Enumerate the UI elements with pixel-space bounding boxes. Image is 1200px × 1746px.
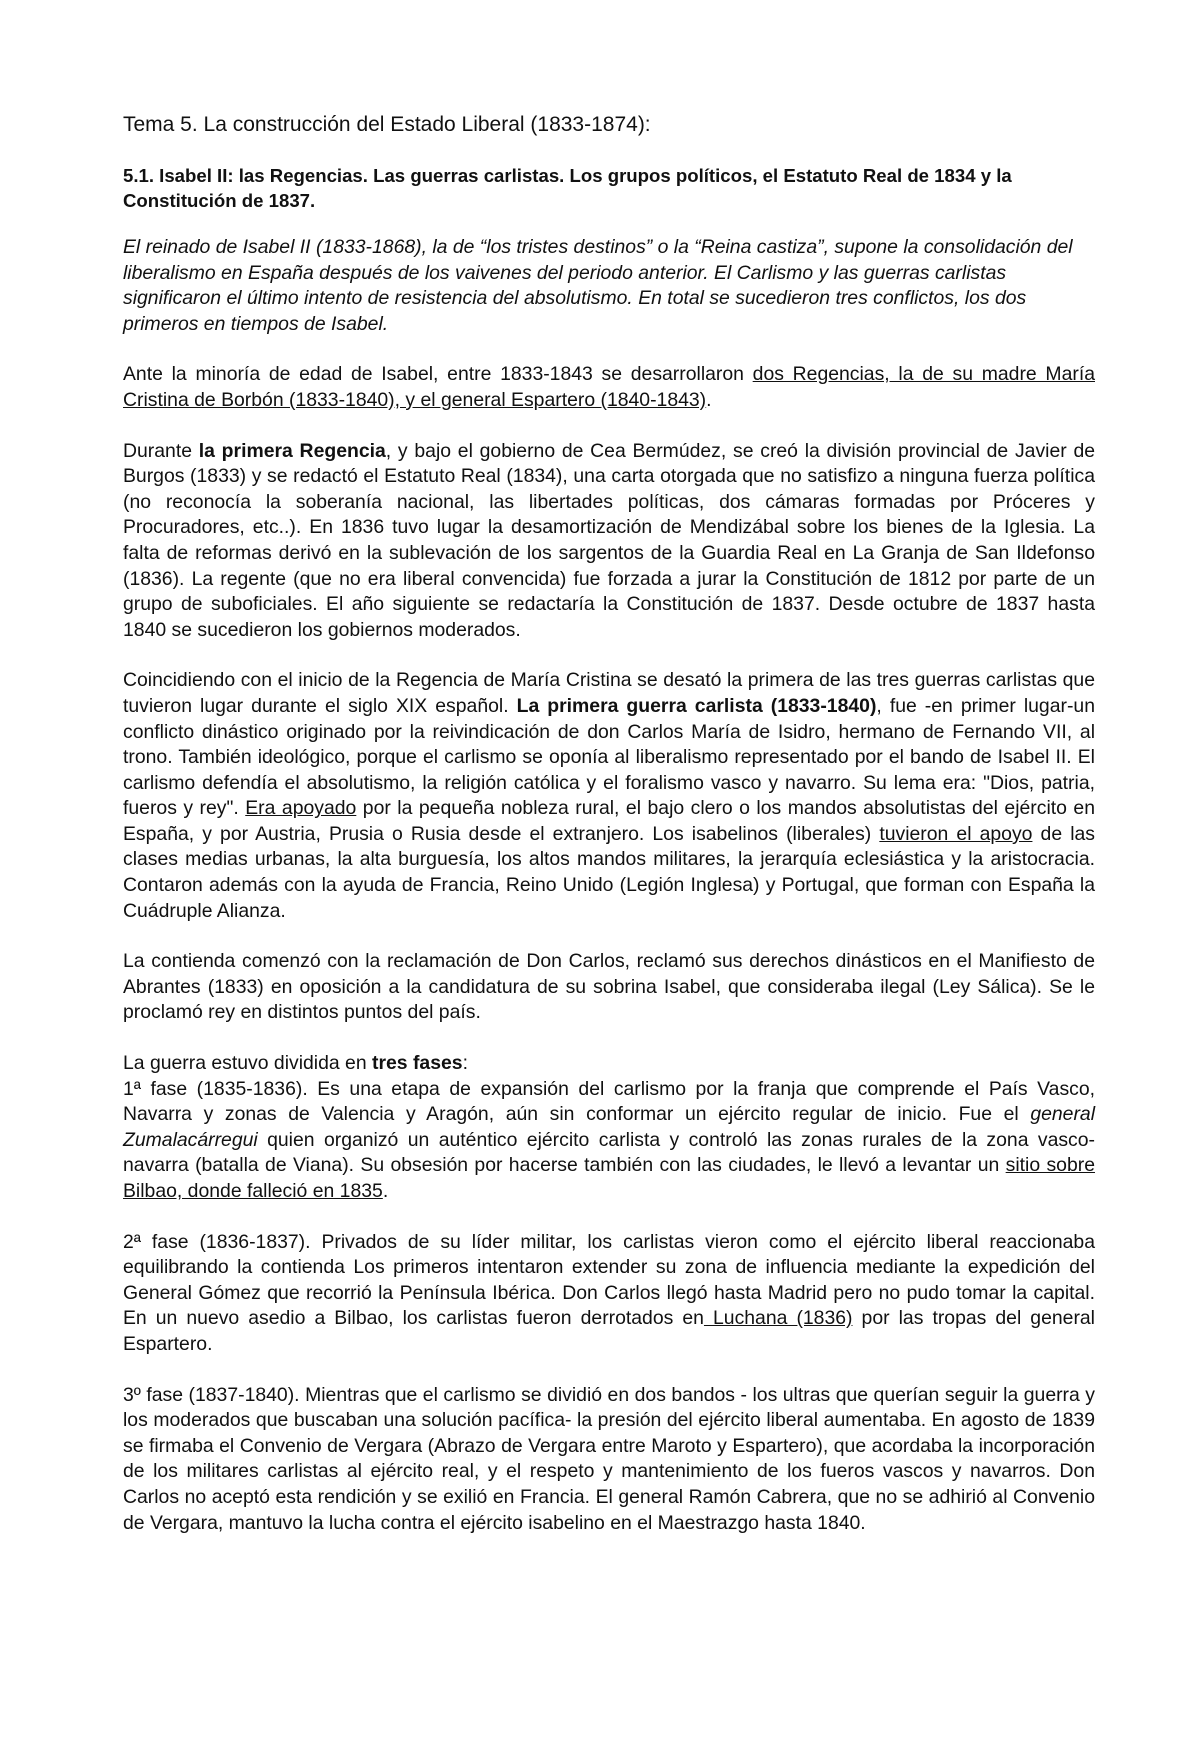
text-run: . [706, 388, 712, 411]
text-run: Durante [123, 439, 199, 462]
bold-text: tres fases [372, 1052, 463, 1075]
bold-text: la primera Regencia [198, 439, 386, 462]
underlined-text: Luchana (1836) [703, 1307, 853, 1330]
primera-guerra-paragraph [123, 668, 1095, 924]
regencias-paragraph [123, 362, 1095, 413]
underlined-text: Era apoyado [245, 797, 357, 820]
text-run: Coincidiendo con el inicio de la Regencia de María Cristina se desató la primera de las tres guerras carlistas que tuvieron lugar durante el siglo XIX español. [123, 669, 1095, 717]
text-run: de las clases medias urbanas, la alta burguesía, los altos mandos militares, la jerarquía eclesiástica y la aristocracia. Contaron además con la ayuda de Francia, Reino Unido (Legión Inglesa) y Portugal, que forman con España la Cuádruple Alianza. [123, 822, 1095, 922]
text-run: Ante la minoría de edad de Isabel, entre 1833-1843 se desarrollaron [123, 363, 753, 386]
contienda-paragraph: La contienda comenzó con la reclamación de Don Carlos, reclamó sus derechos dinásticos en el Manifiesto de Abrantes (1833) en oposición a la candidatura de su sobrina Isabel, que consideraba ilegal (Ley Sálica). Se le proclamó rey en distintos puntos del país. [123, 950, 1095, 1024]
text-run: , y bajo el gobierno de Cea Bermúdez, se creó la división provincial de Javier de Burgos (1833) y se redactó el Estatuto Real (1834), una carta otorgada que no satisfizo a ninguna fuerza política (no reconocía la soberanía nacional, las libertades políticas, dos cámaras formadas por Próceres y Procuradores, etc..). En 1836 tuvo lugar la desamortización de Mendizábal sobre los bienes de la Iglesia. La falta de reformas derivó en la sublevación de los sargentos de la Guardia Real en La Granja de San Ildefonso (1836). La regente (que no era liberal convencida) fue forzada a jurar la Constitución de 1812 por parte de un grupo de suboficiales. El año siguiente se redactaría la Constitución de 1837. Desde octubre de 1837 hasta 1840 se sucedieron los gobiernos moderados. [123, 439, 1096, 641]
text-run: . [382, 1180, 389, 1202]
section-heading: 5.1. Isabel II: las Regencias. Las guerras carlistas. Los grupos políticos, el Estatuto Real de 1834 y la Constitución de 1837. [123, 165, 1012, 211]
text-run: por la pequeña nobleza rural, el bajo clero o los mandos absolutistas del ejército en España, y por Austria, Prusia o Rusia desde el extranjero. Los isabelinos (liberales) [123, 797, 1095, 845]
text-run: quien organizó un auténtico ejército carlista y controló las zonas rurales de la zona vasco-navarra (batalla de Viana). Su obsesión por hacerse también con las ciudades, le llevó a levantar un [123, 1128, 1095, 1177]
fase-3-paragraph: 3º fase (1837-1840). Mientras que el carlismo se dividió en dos bandos - los ultras que querían seguir la guerra y los moderados que buscaban una solución pacífica- la presión del ejército liberal aumentaba. En agosto de 1839 se firmaba el Convenio de Vergara (Abrazo de Vergara entre Maroto y Espartero), que acordaba la incorporación de los militares carlistas al ejército real, y el respeto y mantenimiento de los fueros vascos y navarros. Don Carlos no aceptó esta rendición y se exilió en Francia. El general Ramón Cabrera, que no se adhirió al Convenio de Vergara, mantuvo la lucha contra el ejército isabelino en el Maestrazgo hasta 1840. [123, 1383, 1095, 1534]
document-title: Tema 5. La construcción del Estado Liberal (1833-1874): [123, 113, 651, 136]
text-run: : [462, 1052, 468, 1075]
primera-regencia-paragraph [123, 439, 1095, 644]
bold-text: La primera guerra carlista (1833-1840) [516, 694, 877, 717]
underlined-text: sitio sobre Bilbao, donde falleció en 1835 [123, 1154, 1095, 1202]
italic-text: general Zumalacárregui [123, 1103, 1095, 1151]
fase-1-paragraph [123, 1077, 1095, 1205]
text-run: 2ª fase (1836-1837). Privados de su líder militar, los carlistas vieron como el ejército liberal reaccionaba equilibrando la contienda Los primeros intentaron extender su zona de influencia mediante la expedición del General Gómez que recorrió la Península Ibérica. Don Carlos llegó hasta Madrid pero no pudo tomar la capital. En un nuevo asedio a Bilbao, los carlistas fueron derrotados en [123, 1230, 1095, 1330]
underlined-text: tuvieron el apoyo [879, 822, 1033, 845]
fases-intro-paragraph [123, 1051, 1095, 1077]
document-page [123, 110, 1095, 1561]
text-run: 1ª fase (1835-1836). Es una etapa de expansión del carlismo por la franja que comprende el País Vasco, Navarra y zonas de Valencia y Aragón, aún sin conformar un ejército regular de inicio. Fue el [123, 1077, 1095, 1126]
underlined-text: dos Regencias, la de su madre María Cristina de Borbón (1833-1840), y el general Espartero (1840-1843) [123, 363, 1095, 411]
text-run: , fue -en primer lugar-un conflicto dinástico originado por la reivindicación de don Carlos María de Isidro, hermano de Fernando VII, al trono. También ideológico, porque el carlismo se oponía al liberalismo representado por el bando de Isabel II. El carlismo defendía el absolutismo, la religión católica y el foralismo vasco y navarro. Su lema era: "Dios, patria, fueros y rey". [123, 694, 1095, 820]
intro-paragraph: El reinado de Isabel II (1833-1868), la de “los tristes destinos” o la “Reina castiza”, supone la consolidación del liberalismo en España después de los vaivenes del periodo anterior. El Carlismo y las guerras carlistas significaron el último intento de resistencia del absolutismo. En total se sucedieron tres conflictos, los dos primeros en tiempos de Isabel. [123, 236, 1073, 335]
text-run: por las tropas del general Espartero. [123, 1307, 1095, 1355]
fase-2-paragraph [123, 1230, 1095, 1358]
text-run: La guerra estuvo dividida en [123, 1052, 373, 1075]
